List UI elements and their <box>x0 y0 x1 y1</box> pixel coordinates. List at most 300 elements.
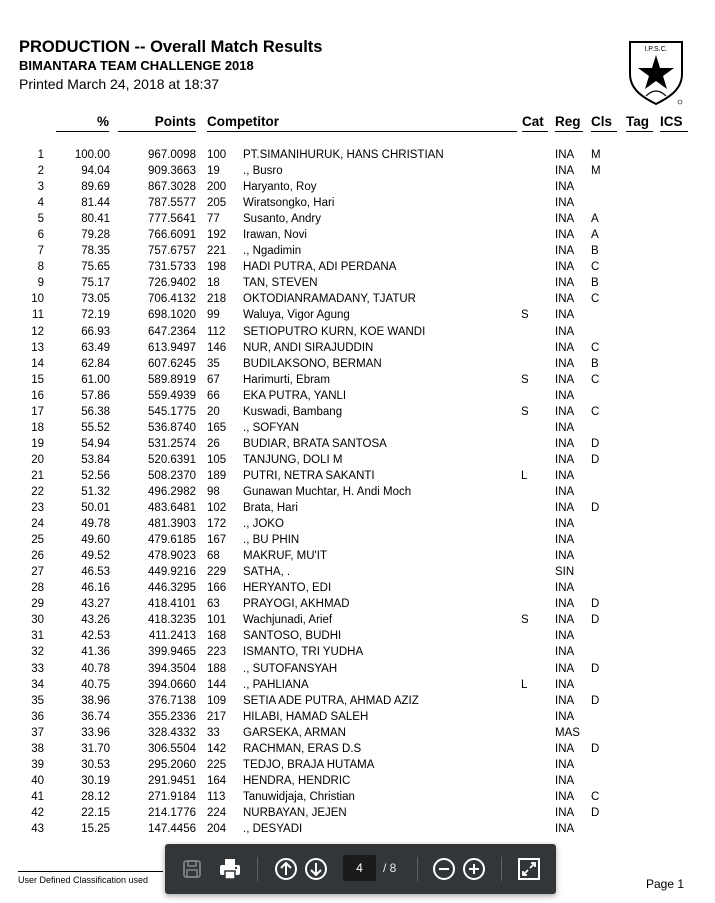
points-cell: 726.9402 <box>148 277 196 290</box>
table-row <box>0 805 715 821</box>
place-cell: 5 <box>37 213 44 226</box>
region-cell: INA <box>555 694 575 707</box>
competitor-name-cell: GARSEKA, ARMAN <box>243 726 346 739</box>
table-row <box>0 307 715 323</box>
percent-cell: 49.78 <box>81 518 110 531</box>
competitor-name-cell: ., DESYADI <box>243 822 303 835</box>
table-row <box>0 211 715 227</box>
class-cell: C <box>591 261 600 274</box>
competitor-name-cell: PRAYOGI, AKHMAD <box>243 598 350 611</box>
competitor-number-cell: 144 <box>207 678 227 691</box>
competitor-name-cell: Gunawan Muchtar, H. Andi Moch <box>243 485 412 498</box>
competitor-number-cell: 189 <box>207 469 227 482</box>
competitor-number-cell: 20 <box>207 405 220 418</box>
table-row <box>0 661 715 677</box>
percent-cell: 46.53 <box>81 566 110 579</box>
competitor-number-cell: 33 <box>207 726 220 739</box>
page-down-icon <box>303 856 329 882</box>
region-cell: INA <box>555 806 575 819</box>
table-row <box>0 821 715 837</box>
region-cell: INA <box>555 550 575 563</box>
place-cell: 8 <box>37 261 44 274</box>
region-cell: INA <box>555 421 575 434</box>
page-number: Page 1 <box>646 877 685 891</box>
points-cell: 376.7138 <box>148 694 196 707</box>
table-row <box>0 291 715 307</box>
table-row <box>0 628 715 644</box>
percent-cell: 50.01 <box>81 502 110 515</box>
percent-cell: 94.04 <box>81 165 110 178</box>
print-icon <box>217 856 243 882</box>
competitor-number-cell: 105 <box>207 453 227 466</box>
percent-cell: 80.41 <box>81 213 110 226</box>
region-cell: INA <box>555 197 575 210</box>
competitor-name-cell: ., Busro <box>243 165 283 178</box>
points-cell: 698.1020 <box>148 309 196 322</box>
category-cell: S <box>521 405 529 418</box>
competitor-name-cell: SETIA ADE PUTRA, AHMAD AZIZ <box>243 694 419 707</box>
classification-note: User Defined Classification used <box>18 871 163 885</box>
printed-date: Printed March 24, 2018 at 18:37 <box>19 76 220 92</box>
percent-cell: 43.27 <box>81 598 110 611</box>
percent-cell: 41.36 <box>81 646 110 659</box>
competitor-name-cell: Haryanto, Roy <box>243 181 317 194</box>
competitor-name-cell: EKA PUTRA, YANLI <box>243 389 347 402</box>
col-header-points: Points <box>118 114 196 132</box>
class-cell: A <box>591 213 599 226</box>
competitor-number-cell: 18 <box>207 277 220 290</box>
toolbar-divider <box>417 857 418 881</box>
col-header-ics: ICS <box>660 114 688 132</box>
points-cell: 607.6245 <box>148 357 196 370</box>
competitor-name-cell: BUDILAKSONO, BERMAN <box>243 357 382 370</box>
competitor-name-cell: ., JOKO <box>243 518 284 531</box>
competitor-number-cell: 167 <box>207 534 227 547</box>
competitor-number-cell: 112 <box>207 325 226 338</box>
save-button[interactable] <box>179 856 205 882</box>
table-row <box>0 500 715 516</box>
competitor-number-cell: 35 <box>207 357 220 370</box>
toolbar-divider <box>501 857 502 881</box>
points-cell: 867.3028 <box>148 181 196 194</box>
place-cell: 17 <box>31 405 44 418</box>
percent-cell: 89.69 <box>81 181 110 194</box>
competitor-number-cell: 68 <box>207 550 220 563</box>
place-cell: 33 <box>31 662 44 675</box>
points-cell: 449.9216 <box>148 566 196 579</box>
competitor-number-cell: 98 <box>207 485 220 498</box>
place-cell: 35 <box>31 694 44 707</box>
competitor-number-cell: 142 <box>207 742 227 755</box>
points-cell: 647.2364 <box>148 325 196 338</box>
region-cell: INA <box>555 181 575 194</box>
percent-cell: 40.75 <box>81 678 110 691</box>
place-cell: 36 <box>31 710 44 723</box>
competitor-number-cell: 77 <box>207 213 220 226</box>
table-row <box>0 324 715 340</box>
place-cell: 24 <box>31 518 44 531</box>
table-row <box>0 709 715 725</box>
place-cell: 39 <box>31 758 44 771</box>
competitor-number-cell: 146 <box>207 341 227 354</box>
table-row <box>0 757 715 773</box>
competitor-name-cell: Wachjunadi, Arief <box>243 614 333 627</box>
results-table <box>0 147 715 837</box>
region-cell: INA <box>555 534 575 547</box>
region-cell: INA <box>555 437 575 450</box>
competitor-name-cell: ., SUTOFANSYAH <box>243 662 338 675</box>
zoom-out-icon <box>431 856 457 882</box>
competitor-number-cell: 198 <box>207 261 227 274</box>
table-row <box>0 356 715 372</box>
competitor-number-cell: 229 <box>207 566 227 579</box>
competitor-number-cell: 26 <box>207 437 220 450</box>
place-cell: 16 <box>31 389 44 402</box>
points-cell: 967.0098 <box>148 149 196 161</box>
class-cell: B <box>591 277 599 290</box>
save-icon <box>179 856 205 882</box>
category-cell: L <box>521 469 528 482</box>
competitor-name-cell: PUTRI, NETRA SAKANTI <box>243 469 375 482</box>
percent-cell: 75.65 <box>81 261 110 274</box>
region-cell: INA <box>555 598 575 611</box>
place-cell: 34 <box>31 678 44 691</box>
pdf-toolbar <box>165 844 556 894</box>
table-row <box>0 516 715 532</box>
points-cell: 766.6091 <box>148 229 196 242</box>
competitor-name-cell: Irawan, Novi <box>243 229 307 242</box>
previous-page-button[interactable] <box>273 856 299 882</box>
percent-cell: 43.26 <box>81 614 110 627</box>
competitor-name-cell: Wiratsongko, Hari <box>243 197 335 210</box>
place-cell: 3 <box>37 181 44 194</box>
competitor-name-cell: Waluya, Vigor Agung <box>243 309 350 322</box>
table-row <box>0 420 715 436</box>
competitor-number-cell: 192 <box>207 229 227 242</box>
class-cell: D <box>591 614 600 627</box>
region-cell: INA <box>555 373 575 386</box>
place-cell: 21 <box>31 469 44 482</box>
table-row <box>0 227 715 243</box>
region-cell: INA <box>555 822 575 835</box>
category-cell: L <box>521 678 528 691</box>
points-cell: 295.2060 <box>148 758 196 771</box>
category-cell: S <box>521 309 529 322</box>
competitor-number-cell: 101 <box>207 614 227 627</box>
region-cell: INA <box>555 149 575 161</box>
competitor-number-cell: 109 <box>207 694 227 707</box>
table-row <box>0 275 715 291</box>
fit-page-button[interactable] <box>516 856 542 882</box>
col-header-tag: Tag <box>626 114 653 132</box>
percent-cell: 75.17 <box>81 277 110 290</box>
region-cell: INA <box>555 245 575 258</box>
place-cell: 6 <box>37 229 44 242</box>
place-cell: 1 <box>37 149 44 161</box>
points-cell: 731.5733 <box>148 261 196 274</box>
page-number-input[interactable]: 4 <box>343 855 376 881</box>
place-cell: 30 <box>31 614 44 627</box>
table-row <box>0 195 715 211</box>
competitor-number-cell: 224 <box>207 806 227 819</box>
class-cell: D <box>591 453 600 466</box>
competitor-name-cell: ., Ngadimin <box>243 245 302 258</box>
competitor-name-cell: Susanto, Andry <box>243 213 321 226</box>
percent-cell: 46.16 <box>81 582 110 595</box>
percent-cell: 36.74 <box>81 710 110 723</box>
table-row <box>0 404 715 420</box>
percent-cell: 31.70 <box>81 742 110 755</box>
place-cell: 41 <box>31 790 44 803</box>
competitor-number-cell: 166 <box>207 582 227 595</box>
zoom-in-icon <box>461 856 487 882</box>
region-cell: INA <box>555 469 575 482</box>
col-header-pct: % <box>56 114 109 132</box>
region-cell: INA <box>555 646 575 659</box>
region-cell: INA <box>555 405 575 418</box>
competitor-number-cell: 99 <box>207 309 220 322</box>
percent-cell: 49.52 <box>81 550 110 563</box>
table-row <box>0 372 715 388</box>
points-cell: 399.9465 <box>148 646 196 659</box>
place-cell: 12 <box>31 325 44 338</box>
points-cell: 589.8919 <box>148 373 196 386</box>
region-cell: INA <box>555 582 575 595</box>
competitor-name-cell: PT.SIMANIHURUK, HANS CHRISTIAN <box>243 149 444 161</box>
class-cell: D <box>591 598 600 611</box>
place-cell: 4 <box>37 197 44 210</box>
place-cell: 42 <box>31 806 44 819</box>
competitor-name-cell: RACHMAN, ERAS D.S <box>243 742 362 755</box>
region-cell: INA <box>555 165 575 178</box>
place-cell: 25 <box>31 534 44 547</box>
table-row <box>0 612 715 628</box>
place-cell: 38 <box>31 742 44 755</box>
percent-cell: 100.00 <box>74 149 110 161</box>
place-cell: 11 <box>32 309 44 322</box>
competitor-number-cell: 102 <box>207 502 227 515</box>
points-cell: 479.6185 <box>148 534 196 547</box>
region-cell: INA <box>555 630 575 643</box>
table-row <box>0 468 715 484</box>
points-cell: 545.1775 <box>148 405 196 418</box>
table-row <box>0 340 715 356</box>
percent-cell: 54.94 <box>81 437 110 450</box>
percent-cell: 42.53 <box>81 630 110 643</box>
competitor-name-cell: SETIOPUTRO KURN, KOE WANDI <box>243 325 426 338</box>
competitor-number-cell: 168 <box>207 630 227 643</box>
points-cell: 536.8740 <box>148 421 196 434</box>
points-cell: 306.5504 <box>148 742 196 755</box>
percent-cell: 73.05 <box>81 293 110 306</box>
table-row <box>0 789 715 805</box>
percent-cell: 61.00 <box>81 373 110 386</box>
competitor-name-cell: HADI PUTRA, ADI PERDANA <box>243 261 397 274</box>
competitor-number-cell: 67 <box>207 373 220 386</box>
table-row <box>0 580 715 596</box>
competitor-number-cell: 113 <box>207 790 226 803</box>
table-row <box>0 644 715 660</box>
region-cell: INA <box>555 309 575 322</box>
region-cell: INA <box>555 774 575 787</box>
competitor-name-cell: HENDRA, HENDRIC <box>243 774 351 787</box>
place-cell: 23 <box>31 502 44 515</box>
points-cell: 909.3663 <box>148 165 196 178</box>
place-cell: 31 <box>31 630 44 643</box>
page-count: / 8 <box>383 861 397 875</box>
percent-cell: 30.53 <box>81 758 110 771</box>
class-cell: B <box>591 357 599 370</box>
ipsc-logo <box>626 38 686 106</box>
competitor-name-cell: ., SOFYAN <box>243 421 300 434</box>
points-cell: 355.2336 <box>148 710 196 723</box>
competitor-number-cell: 217 <box>207 710 227 723</box>
class-cell: C <box>591 405 600 418</box>
class-cell: C <box>591 790 600 803</box>
table-row <box>0 548 715 564</box>
percent-cell: 22.15 <box>81 806 110 819</box>
region-cell: MAS <box>555 726 580 739</box>
category-cell: S <box>521 614 529 627</box>
region-cell: INA <box>555 213 575 226</box>
region-cell: INA <box>555 678 575 691</box>
competitor-number-cell: 200 <box>207 181 227 194</box>
region-cell: INA <box>555 742 575 755</box>
table-row <box>0 773 715 789</box>
competitor-name-cell: BUDIAR, BRATA SANTOSA <box>243 437 387 450</box>
next-page-button[interactable] <box>303 856 329 882</box>
competitor-number-cell: 100 <box>207 149 227 161</box>
competitor-name-cell: HILABI, HAMAD SALEH <box>243 710 369 723</box>
competitor-number-cell: 218 <box>207 293 227 306</box>
class-cell: A <box>591 229 599 242</box>
place-cell: 19 <box>31 437 44 450</box>
class-cell: D <box>591 694 600 707</box>
points-cell: 508.2370 <box>148 469 196 482</box>
region-cell: INA <box>555 502 575 515</box>
points-cell: 418.4101 <box>148 598 196 611</box>
competitor-number-cell: 19 <box>207 165 220 178</box>
points-cell: 787.5577 <box>148 197 196 210</box>
region-cell: INA <box>555 790 575 803</box>
points-cell: 481.3903 <box>148 518 196 531</box>
percent-cell: 66.93 <box>81 325 110 338</box>
region-cell: INA <box>555 341 575 354</box>
region-cell: INA <box>555 357 575 370</box>
competitor-name-cell: ., PAHLIANA <box>243 678 309 691</box>
competitor-number-cell: 223 <box>207 646 227 659</box>
percent-cell: 63.49 <box>81 341 110 354</box>
col-header-competitor: Competitor <box>207 114 517 132</box>
region-cell: INA <box>555 758 575 771</box>
place-cell: 40 <box>31 774 44 787</box>
logo-text: I.P.S.C. <box>644 46 668 53</box>
points-cell: 706.4132 <box>148 293 196 306</box>
region-cell: INA <box>555 325 575 338</box>
place-cell: 15 <box>31 373 44 386</box>
percent-cell: 49.60 <box>81 534 110 547</box>
place-cell: 29 <box>31 598 44 611</box>
place-cell: 26 <box>31 550 44 563</box>
toolbar-divider <box>257 857 258 881</box>
points-cell: 291.9451 <box>148 774 196 787</box>
points-cell: 613.9497 <box>148 341 196 354</box>
place-cell: 32 <box>31 646 44 659</box>
region-cell: INA <box>555 277 575 290</box>
class-cell: D <box>591 742 600 755</box>
competitor-number-cell: 221 <box>207 245 227 258</box>
points-cell: 757.6757 <box>148 245 196 258</box>
region-cell: INA <box>555 453 575 466</box>
table-row <box>0 388 715 404</box>
competitor-name-cell: ISMANTO, TRI YUDHA <box>243 646 364 659</box>
points-cell: 483.6481 <box>148 502 196 515</box>
competitor-number-cell: 165 <box>207 421 227 434</box>
percent-cell: 40.78 <box>81 662 110 675</box>
points-cell: 496.2982 <box>148 485 196 498</box>
category-cell: S <box>521 373 529 386</box>
competitor-number-cell: 63 <box>207 598 220 611</box>
region-cell: INA <box>555 261 575 274</box>
table-row <box>0 693 715 709</box>
competitor-number-cell: 164 <box>207 774 227 787</box>
points-cell: 478.9023 <box>148 550 196 563</box>
competitor-number-cell: 172 <box>207 518 227 531</box>
zoom-in-button[interactable] <box>461 856 487 882</box>
place-cell: 10 <box>31 293 44 306</box>
percent-cell: 38.96 <box>81 694 110 707</box>
report-title: PRODUCTION -- Overall Match Results <box>19 38 323 56</box>
region-cell: INA <box>555 614 575 627</box>
fit-page-icon <box>516 856 542 882</box>
table-row <box>0 564 715 580</box>
class-cell: M <box>591 149 601 161</box>
competitor-name-cell: SATHA, . <box>243 566 291 579</box>
competitor-name-cell: OKTODIANRAMADANY, TJATUR <box>243 293 416 306</box>
region-cell: INA <box>555 662 575 675</box>
percent-cell: 57.86 <box>81 389 110 402</box>
table-row <box>0 677 715 693</box>
place-cell: 27 <box>31 566 44 579</box>
competitor-number-cell: 188 <box>207 662 227 675</box>
region-cell: INA <box>555 293 575 306</box>
percent-cell: 81.44 <box>81 197 110 210</box>
place-cell: 20 <box>31 453 44 466</box>
competitor-number-cell: 205 <box>207 197 227 210</box>
print-button[interactable] <box>217 856 243 882</box>
place-cell: 13 <box>31 341 44 354</box>
col-header-cls: Cls <box>591 114 617 132</box>
table-row <box>0 596 715 612</box>
competitor-name-cell: Brata, Hari <box>243 502 298 515</box>
region-cell: INA <box>555 518 575 531</box>
percent-cell: 33.96 <box>81 726 110 739</box>
competitor-name-cell: SANTOSO, BUDHI <box>243 630 342 643</box>
points-cell: 411.2413 <box>148 630 196 643</box>
class-cell: B <box>591 245 599 258</box>
percent-cell: 79.28 <box>81 229 110 242</box>
table-row <box>0 179 715 195</box>
points-cell: 559.4939 <box>148 389 196 402</box>
points-cell: 531.2574 <box>148 437 196 450</box>
zoom-out-button[interactable] <box>431 856 457 882</box>
col-header-cat: Cat <box>522 114 548 132</box>
region-cell: INA <box>555 389 575 402</box>
competitor-name-cell: NUR, ANDI SIRAJUDDIN <box>243 341 374 354</box>
competitor-name-cell: Tanuwidjaja, Christian <box>243 790 355 803</box>
table-row <box>0 725 715 741</box>
competitor-name-cell: ., BU PHIN <box>243 534 300 547</box>
